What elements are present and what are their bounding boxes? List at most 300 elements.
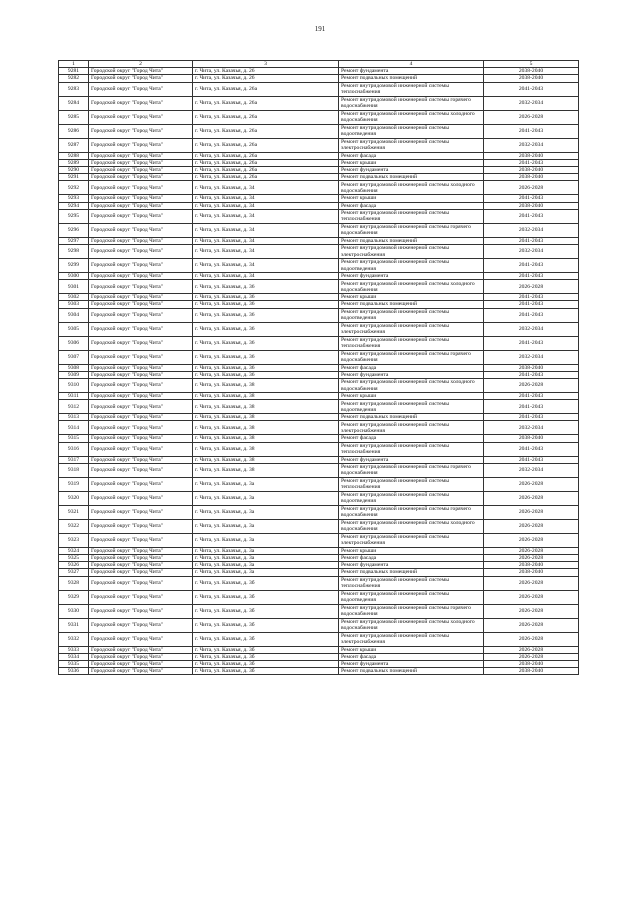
- table-row: [59, 336, 579, 350]
- cell-work-type: Ремонт внутридомовой инженерной системы горячего водоснабжения: [339, 463, 484, 477]
- cell-work-type: Ремонт внутридомовой инженерной системы водоотведения: [339, 308, 484, 322]
- cell-work-type: Ремонт внутридомовой инженерной системы теплоснабжения: [339, 442, 484, 456]
- cell-address: г. Чита, ул. Казачья, д. 38: [193, 393, 339, 400]
- cell-address: г. Чита, ул. Казачья, д. 26а: [193, 138, 339, 152]
- cell-work-type: Ремонт внутридомовой инженерной системы электроснабжения: [339, 322, 484, 336]
- cell-work-type: Ремонт внутридомовой инженерной системы теплоснабжения: [339, 336, 484, 350]
- table-row: [59, 174, 579, 181]
- table-row: [59, 202, 579, 209]
- cell-period: 2041-2043: [484, 159, 579, 166]
- cell-work-type: Ремонт внутридомовой инженерной системы теплоснабжения: [339, 576, 484, 590]
- table-row: [59, 159, 579, 166]
- cell-municipality: Городской округ "Город Чита": [89, 371, 193, 378]
- cell-period: 2038-2040: [484, 68, 579, 75]
- cell-work-type: Ремонт крыши: [339, 294, 484, 301]
- cell-row-number: 9307: [59, 350, 89, 364]
- cell-row-number: 9315: [59, 435, 89, 442]
- cell-row-number: 9326: [59, 562, 89, 569]
- cell-municipality: Городской округ "Город Чита": [89, 519, 193, 533]
- cell-municipality: Городской округ "Город Чита": [89, 167, 193, 174]
- cell-address: г. Чита, ул. Казачья, д. 3а: [193, 569, 339, 576]
- cell-address: г. Чита, ул. Казачья, д. 3а: [193, 491, 339, 505]
- cell-address: г. Чита, ул. Казачья, д. 38: [193, 421, 339, 435]
- cell-municipality: Городской округ "Город Чита": [89, 159, 193, 166]
- cell-period: 2041-2043: [484, 456, 579, 463]
- cell-work-type: Ремонт фундамента: [339, 167, 484, 174]
- table-row: [59, 555, 579, 562]
- cell-work-type: Ремонт внутридомовой инженерной системы горячего водоснабжения: [339, 96, 484, 110]
- cell-municipality: Городской округ "Город Чита": [89, 463, 193, 477]
- cell-address: г. Чита, ул. Казачья, д. 3б: [193, 590, 339, 604]
- cell-work-type: Ремонт внутридомовой инженерной системы горячего водоснабжения: [339, 350, 484, 364]
- cell-address: г. Чита, ул. Казачья, д. 3б: [193, 604, 339, 618]
- cell-period: 2026-2028: [484, 555, 579, 562]
- cell-work-type: Ремонт внутридомовой инженерной системы теплоснабжения: [339, 82, 484, 96]
- cell-address: г. Чита, ул. Казачья, д. 3а: [193, 562, 339, 569]
- cell-municipality: Городской округ "Город Чита": [89, 245, 193, 259]
- cell-municipality: Городской округ "Город Чита": [89, 336, 193, 350]
- table-row: [59, 562, 579, 569]
- cell-municipality: Городской округ "Город Чита": [89, 379, 193, 393]
- cell-address: г. Чита, ул. Казачья, д. 26а: [193, 110, 339, 124]
- table-row: [59, 273, 579, 280]
- cell-period: 2038-2040: [484, 364, 579, 371]
- cell-row-number: 9289: [59, 159, 89, 166]
- cell-municipality: Городской округ "Город Чита": [89, 668, 193, 675]
- cell-municipality: Городской округ "Город Чита": [89, 364, 193, 371]
- header-col-4: 4: [339, 61, 484, 68]
- cell-row-number: 9294: [59, 202, 89, 209]
- cell-period: 2026-2028: [484, 618, 579, 632]
- cell-address: г. Чита, ул. Казачья, д. 38: [193, 400, 339, 414]
- cell-municipality: Городской округ "Город Чита": [89, 259, 193, 273]
- cell-period: 2041-2043: [484, 237, 579, 244]
- cell-row-number: 9322: [59, 519, 89, 533]
- cell-row-number: 9325: [59, 555, 89, 562]
- cell-row-number: 9334: [59, 653, 89, 660]
- cell-address: г. Чита, ул. Казачья, д. 36: [193, 371, 339, 378]
- cell-work-type: Ремонт фундамента: [339, 456, 484, 463]
- cell-address: г. Чита, ул. Казачья, д. 36: [193, 294, 339, 301]
- cell-period: 2038-2040: [484, 202, 579, 209]
- cell-row-number: 9330: [59, 604, 89, 618]
- cell-municipality: Городской округ "Город Чита": [89, 505, 193, 519]
- table-row: [59, 456, 579, 463]
- cell-row-number: 9327: [59, 569, 89, 576]
- cell-period: 2041-2043: [484, 195, 579, 202]
- cell-period: 2026-2028: [484, 646, 579, 653]
- cell-period: 2032-2034: [484, 138, 579, 152]
- cell-period: 2026-2028: [484, 477, 579, 491]
- cell-period: 2026-2028: [484, 604, 579, 618]
- cell-row-number: 9293: [59, 195, 89, 202]
- cell-municipality: Городской округ "Город Чита": [89, 421, 193, 435]
- cell-municipality: Городской округ "Город Чита": [89, 456, 193, 463]
- cell-period: 2026-2028: [484, 491, 579, 505]
- cell-period: 2032-2034: [484, 223, 579, 237]
- cell-period: 2026-2028: [484, 181, 579, 195]
- cell-period: 2041-2043: [484, 442, 579, 456]
- cell-period: 2041-2043: [484, 336, 579, 350]
- cell-address: г. Чита, ул. Казачья, д. 38: [193, 442, 339, 456]
- cell-work-type: Ремонт крыши: [339, 646, 484, 653]
- cell-municipality: Городской округ "Город Чита": [89, 322, 193, 336]
- cell-work-type: Ремонт крыши: [339, 547, 484, 554]
- cell-row-number: 9331: [59, 618, 89, 632]
- cell-address: г. Чита, ул. Казачья, д. 3а: [193, 533, 339, 547]
- cell-work-type: Ремонт подвальных помещений: [339, 237, 484, 244]
- table-row: [59, 477, 579, 491]
- cell-work-type: Ремонт крыши: [339, 393, 484, 400]
- cell-work-type: Ремонт подвальных помещений: [339, 414, 484, 421]
- cell-row-number: 9304: [59, 308, 89, 322]
- cell-period: 2041-2043: [484, 259, 579, 273]
- cell-row-number: 9302: [59, 294, 89, 301]
- header-col-2: 2: [89, 61, 193, 68]
- cell-address: г. Чита, ул. Казачья, д. 34: [193, 195, 339, 202]
- cell-period: 2038-2040: [484, 152, 579, 159]
- cell-row-number: 9290: [59, 167, 89, 174]
- cell-row-number: 9306: [59, 336, 89, 350]
- cell-row-number: 9286: [59, 124, 89, 138]
- cell-municipality: Городской округ "Город Чита": [89, 400, 193, 414]
- cell-work-type: Ремонт подвальных помещений: [339, 301, 484, 308]
- cell-row-number: 9336: [59, 668, 89, 675]
- cell-municipality: Городской округ "Город Чита": [89, 195, 193, 202]
- cell-municipality: Городской округ "Город Чита": [89, 632, 193, 646]
- cell-work-type: Ремонт внутридомовой инженерной системы холодного водоснабжения: [339, 519, 484, 533]
- table-row: [59, 364, 579, 371]
- cell-row-number: 9319: [59, 477, 89, 491]
- table-row: [59, 181, 579, 195]
- cell-address: г. Чита, ул. Казачья, д. 36: [193, 308, 339, 322]
- table-header-row: [59, 61, 579, 68]
- cell-period: 2038-2040: [484, 562, 579, 569]
- header-col-3: 3: [193, 61, 339, 68]
- cell-municipality: Городской округ "Город Чита": [89, 533, 193, 547]
- cell-address: г. Чита, ул. Казачья, д. 26а: [193, 159, 339, 166]
- cell-address: г. Чита, ул. Казачья, д. 34: [193, 273, 339, 280]
- table-row: [59, 223, 579, 237]
- cell-period: 2041-2043: [484, 393, 579, 400]
- cell-period: 2041-2043: [484, 400, 579, 414]
- cell-municipality: Городской округ "Город Чита": [89, 393, 193, 400]
- table-row: [59, 68, 579, 75]
- cell-address: г. Чита, ул. Казачья, д. 34: [193, 259, 339, 273]
- cell-municipality: Городской округ "Город Чита": [89, 75, 193, 82]
- table-row: [59, 646, 579, 653]
- table-row: [59, 301, 579, 308]
- cell-municipality: Городской округ "Город Чита": [89, 604, 193, 618]
- cell-period: 2041-2043: [484, 124, 579, 138]
- cell-period: 2041-2043: [484, 209, 579, 223]
- cell-address: г. Чита, ул. Казачья, д. 26а: [193, 82, 339, 96]
- cell-row-number: 9303: [59, 301, 89, 308]
- cell-address: г. Чита, ул. Казачья, д. 3а: [193, 477, 339, 491]
- cell-period: 2026-2028: [484, 379, 579, 393]
- cell-municipality: Городской округ "Город Чита": [89, 223, 193, 237]
- cell-address: г. Чита, ул. Казачья, д. 3а: [193, 519, 339, 533]
- cell-address: г. Чита, ул. Казачья, д. 26а: [193, 124, 339, 138]
- cell-work-type: Ремонт внутридомовой инженерной системы электроснабжения: [339, 533, 484, 547]
- cell-address: г. Чита, ул. Казачья, д. 38: [193, 435, 339, 442]
- cell-municipality: Городской округ "Город Чита": [89, 181, 193, 195]
- cell-row-number: 9309: [59, 371, 89, 378]
- cell-municipality: Городской округ "Город Чита": [89, 237, 193, 244]
- cell-work-type: Ремонт внутридомовой инженерной системы электроснабжения: [339, 138, 484, 152]
- cell-row-number: 9281: [59, 68, 89, 75]
- cell-address: г. Чита, ул. Казачья, д. 34: [193, 181, 339, 195]
- cell-address: г. Чита, ул. Казачья, д. 36: [193, 350, 339, 364]
- cell-municipality: Городской округ "Город Чита": [89, 96, 193, 110]
- cell-period: 2041-2043: [484, 371, 579, 378]
- table-row: [59, 195, 579, 202]
- cell-row-number: 9291: [59, 174, 89, 181]
- cell-work-type: Ремонт фасада: [339, 202, 484, 209]
- cell-row-number: 9296: [59, 223, 89, 237]
- cell-address: г. Чита, ул. Казачья, д. 3а: [193, 547, 339, 554]
- cell-row-number: 9308: [59, 364, 89, 371]
- cell-address: г. Чита, ул. Казачья, д. 34: [193, 209, 339, 223]
- cell-period: 2041-2043: [484, 301, 579, 308]
- cell-municipality: Городской округ "Город Чита": [89, 138, 193, 152]
- cell-municipality: Городской округ "Город Чита": [89, 273, 193, 280]
- cell-row-number: 9299: [59, 259, 89, 273]
- page-number: 191: [314, 25, 326, 33]
- cell-address: г. Чита, ул. Казачья, д. 26: [193, 75, 339, 82]
- cell-row-number: 9313: [59, 414, 89, 421]
- table-row: [59, 421, 579, 435]
- cell-work-type: Ремонт подвальных помещений: [339, 174, 484, 181]
- cell-work-type: Ремонт внутридомовой инженерной системы горячего водоснабжения: [339, 604, 484, 618]
- cell-work-type: Ремонт фасада: [339, 435, 484, 442]
- cell-address: г. Чита, ул. Казачья, д. 26а: [193, 96, 339, 110]
- cell-municipality: Городской округ "Город Чита": [89, 547, 193, 554]
- table-row: [59, 110, 579, 124]
- table-row: [59, 632, 579, 646]
- table-row: [59, 308, 579, 322]
- cell-row-number: 9312: [59, 400, 89, 414]
- cell-row-number: 9335: [59, 661, 89, 668]
- cell-period: 2026-2028: [484, 533, 579, 547]
- cell-address: г. Чита, ул. Казачья, д. 36: [193, 280, 339, 294]
- table-row: [59, 280, 579, 294]
- cell-period: 2026-2028: [484, 519, 579, 533]
- cell-address: г. Чита, ул. Казачья, д. 3а: [193, 555, 339, 562]
- cell-row-number: 9284: [59, 96, 89, 110]
- cell-address: г. Чита, ул. Казачья, д. 34: [193, 202, 339, 209]
- cell-address: г. Чита, ул. Казачья, д. 26а: [193, 167, 339, 174]
- table-row: [59, 96, 579, 110]
- cell-address: г. Чита, ул. Казачья, д. 38: [193, 456, 339, 463]
- cell-address: г. Чита, ул. Казачья, д. 34: [193, 245, 339, 259]
- cell-work-type: Ремонт внутридомовой инженерной системы электроснабжения: [339, 421, 484, 435]
- cell-municipality: Городской округ "Город Чита": [89, 414, 193, 421]
- cell-work-type: Ремонт внутридомовой инженерной системы холодного водоснабжения: [339, 618, 484, 632]
- table-row: [59, 533, 579, 547]
- table-row: [59, 569, 579, 576]
- table-row: [59, 653, 579, 660]
- table-row: [59, 167, 579, 174]
- cell-municipality: Городской округ "Город Чита": [89, 576, 193, 590]
- cell-row-number: 9297: [59, 237, 89, 244]
- cell-work-type: Ремонт подвальных помещений: [339, 668, 484, 675]
- cell-work-type: Ремонт внутридомовой инженерной системы водоотведения: [339, 124, 484, 138]
- cell-municipality: Городской округ "Город Чита": [89, 82, 193, 96]
- cell-period: 2032-2034: [484, 96, 579, 110]
- cell-work-type: Ремонт фасада: [339, 364, 484, 371]
- table-row: [59, 124, 579, 138]
- cell-municipality: Городской округ "Город Чита": [89, 124, 193, 138]
- cell-row-number: 9305: [59, 322, 89, 336]
- cell-work-type: Ремонт внутридомовой инженерной системы холодного водоснабжения: [339, 110, 484, 124]
- cell-work-type: Ремонт фасада: [339, 653, 484, 660]
- cell-address: г. Чита, ул. Казачья, д. 3б: [193, 668, 339, 675]
- cell-municipality: Городской округ "Город Чита": [89, 152, 193, 159]
- table-row: [59, 661, 579, 668]
- table-row: [59, 75, 579, 82]
- table-row: [59, 393, 579, 400]
- cell-address: г. Чита, ул. Казачья, д. 3а: [193, 505, 339, 519]
- cell-municipality: Городской округ "Город Чита": [89, 174, 193, 181]
- cell-work-type: Ремонт внутридомовой инженерной системы электроснабжения: [339, 632, 484, 646]
- table-row: [59, 350, 579, 364]
- cell-row-number: 9323: [59, 533, 89, 547]
- cell-work-type: Ремонт фундамента: [339, 562, 484, 569]
- cell-address: г. Чита, ул. Казачья, д. 34: [193, 237, 339, 244]
- table-row: [59, 245, 579, 259]
- table-row: [59, 590, 579, 604]
- cell-municipality: Городской округ "Город Чита": [89, 646, 193, 653]
- cell-period: 2032-2034: [484, 421, 579, 435]
- cell-municipality: Городской округ "Город Чита": [89, 308, 193, 322]
- cell-municipality: Городской округ "Город Чита": [89, 435, 193, 442]
- cell-address: г. Чита, ул. Казачья, д. 36: [193, 322, 339, 336]
- cell-address: г. Чита, ул. Казачья, д. 34: [193, 223, 339, 237]
- header-col-5: 5: [484, 61, 579, 68]
- cell-period: 2041-2043: [484, 82, 579, 96]
- cell-municipality: Городской округ "Город Чита": [89, 280, 193, 294]
- cell-period: 2038-2040: [484, 661, 579, 668]
- cell-work-type: Ремонт фундамента: [339, 371, 484, 378]
- cell-work-type: Ремонт внутридомовой инженерной системы холодного водоснабжения: [339, 280, 484, 294]
- cell-period: 2038-2040: [484, 167, 579, 174]
- cell-period: 2026-2028: [484, 280, 579, 294]
- table-row: [59, 379, 579, 393]
- table-row: [59, 668, 579, 675]
- cell-row-number: 9295: [59, 209, 89, 223]
- cell-work-type: Ремонт внутридомовой инженерной системы теплоснабжения: [339, 209, 484, 223]
- cell-municipality: Городской округ "Город Чита": [89, 590, 193, 604]
- cell-period: 2026-2028: [484, 110, 579, 124]
- cell-work-type: Ремонт подвальных помещений: [339, 569, 484, 576]
- cell-period: 2038-2040: [484, 174, 579, 181]
- cell-work-type: Ремонт фундамента: [339, 273, 484, 280]
- cell-municipality: Городской округ "Город Чита": [89, 110, 193, 124]
- cell-period: 2026-2028: [484, 632, 579, 646]
- cell-municipality: Городской округ "Город Чита": [89, 477, 193, 491]
- cell-municipality: Городской округ "Город Чита": [89, 301, 193, 308]
- cell-municipality: Городской округ "Город Чита": [89, 350, 193, 364]
- cell-period: 2032-2034: [484, 245, 579, 259]
- table-row: [59, 259, 579, 273]
- cell-municipality: Городской округ "Город Чита": [89, 569, 193, 576]
- cell-work-type: Ремонт внутридомовой инженерной системы водоотведения: [339, 491, 484, 505]
- cell-row-number: 9292: [59, 181, 89, 195]
- cell-work-type: Ремонт внутридомовой инженерной системы водоотведения: [339, 590, 484, 604]
- cell-period: 2032-2034: [484, 322, 579, 336]
- table-body: [59, 61, 579, 675]
- cell-work-type: Ремонт внутридомовой инженерной системы холодного водоснабжения: [339, 379, 484, 393]
- cell-work-type: Ремонт внутридомовой инженерной системы горячего водоснабжения: [339, 223, 484, 237]
- table-row: [59, 604, 579, 618]
- cell-municipality: Городской округ "Город Чита": [89, 562, 193, 569]
- cell-municipality: Городской округ "Город Чита": [89, 653, 193, 660]
- cell-row-number: 9283: [59, 82, 89, 96]
- cell-period: 2041-2043: [484, 414, 579, 421]
- table-row: [59, 237, 579, 244]
- cell-row-number: 9300: [59, 273, 89, 280]
- cell-address: г. Чита, ул. Казачья, д. 36: [193, 301, 339, 308]
- cell-work-type: Ремонт фасада: [339, 152, 484, 159]
- table-row: [59, 519, 579, 533]
- cell-period: 2038-2040: [484, 569, 579, 576]
- cell-period: 2038-2040: [484, 75, 579, 82]
- cell-address: г. Чита, ул. Казачья, д. 26а: [193, 174, 339, 181]
- cell-period: 2041-2043: [484, 294, 579, 301]
- table-row: [59, 505, 579, 519]
- cell-municipality: Городской округ "Город Чита": [89, 442, 193, 456]
- cell-period: 2041-2043: [484, 273, 579, 280]
- table-row: [59, 82, 579, 96]
- table-row: [59, 322, 579, 336]
- cell-row-number: 9328: [59, 576, 89, 590]
- cell-row-number: 9311: [59, 393, 89, 400]
- cell-municipality: Городской округ "Город Чита": [89, 555, 193, 562]
- cell-row-number: 9318: [59, 463, 89, 477]
- cell-row-number: 9332: [59, 632, 89, 646]
- cell-address: г. Чита, ул. Казачья, д. 3б: [193, 653, 339, 660]
- cell-row-number: 9298: [59, 245, 89, 259]
- cell-row-number: 9320: [59, 491, 89, 505]
- cell-row-number: 9287: [59, 138, 89, 152]
- cell-period: 2038-2040: [484, 668, 579, 675]
- cell-address: г. Чита, ул. Казачья, д. 3б: [193, 646, 339, 653]
- table-row: [59, 576, 579, 590]
- cell-address: г. Чита, ул. Казачья, д. 3б: [193, 618, 339, 632]
- cell-municipality: Городской округ "Город Чита": [89, 68, 193, 75]
- cell-row-number: 9314: [59, 421, 89, 435]
- cell-municipality: Городской округ "Город Чита": [89, 294, 193, 301]
- cell-municipality: Городской округ "Город Чита": [89, 209, 193, 223]
- cell-work-type: Ремонт внутридомовой инженерной системы водоотведения: [339, 400, 484, 414]
- cell-work-type: Ремонт внутридомовой инженерной системы горячего водоснабжения: [339, 505, 484, 519]
- table-row: [59, 400, 579, 414]
- cell-work-type: Ремонт подвальных помещений: [339, 75, 484, 82]
- cell-period: 2026-2028: [484, 576, 579, 590]
- cell-address: г. Чита, ул. Казачья, д. 36: [193, 364, 339, 371]
- table-row: [59, 152, 579, 159]
- cell-row-number: 9282: [59, 75, 89, 82]
- cell-address: г. Чита, ул. Казачья, д. 3б: [193, 632, 339, 646]
- cell-row-number: 9285: [59, 110, 89, 124]
- cell-row-number: 9310: [59, 379, 89, 393]
- table-row: [59, 618, 579, 632]
- table-row: [59, 414, 579, 421]
- cell-work-type: Ремонт внутридомовой инженерной системы электроснабжения: [339, 245, 484, 259]
- header-col-1: 1: [59, 61, 89, 68]
- cell-address: г. Чита, ул. Казачья, д. 3б: [193, 576, 339, 590]
